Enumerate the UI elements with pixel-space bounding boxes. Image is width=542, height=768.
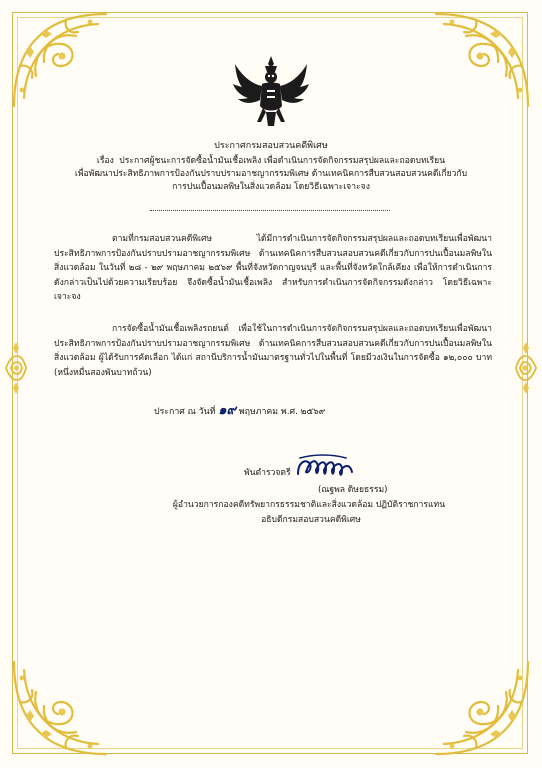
- corner-ornament-icon: [6, 6, 126, 126]
- signer-title-line-2: อธิบดีกรมสอบสวนคดีพิเศษ: [261, 515, 361, 525]
- signature-icon: [292, 452, 362, 482]
- subject-line-2: เพื่อพัฒนาประสิทธิภาพการป้องกันปราบปรามอาชญากรรมพิเศษ ด้านเทคนิคการสืบสวนสอบสวนคดีเกี่ยวกับ: [74, 169, 468, 179]
- body-paragraph-2: [54, 322, 492, 380]
- corner-ornament-icon: [6, 642, 126, 762]
- subject-text: ประกาศผู้ชนะการจัดซื้อน้ำมันเชื้อเพลิง เพื่อดำเนินการจัดกิจกรรมสรุปผลและถอดบทเรียน: [119, 156, 446, 166]
- corner-ornament-icon: [416, 6, 536, 126]
- date-prefix: ประกาศ ณ วันที่: [154, 407, 216, 417]
- subject-line-1: [52, 155, 490, 168]
- signer-title-line-1: ผู้อำนวยการกองคดีทรัพยากรธรรมชาติและสิ่งแวดล้อม ปฏิบัติราชการแทน: [172, 500, 446, 510]
- signer-title-block: [0, 498, 542, 528]
- body-paragraph-1: [54, 232, 492, 305]
- side-ornament-icon: [2, 338, 30, 398]
- garuda-emblem-icon: [232, 54, 310, 130]
- paragraph-text: การจัดซื้อน้ำมันเชื้อเพลิงรถยนต์ เพื่อใช้ในการดำเนินการจัดกิจกรรมสรุปผลและถอดบทเรียนเพื่อพัฒนาประสิทธิภาพการป้องกันปราบปรามอาชญากรรมพิเศษ ด้านเทคนิคการสืบสวนสอบสวนคดีเกี่ยวกับการปนเปื้อนมลพิษในสิ่งแวดล้อม ผู้ได้รับการคัดเลือก ได้แก่ สถานีบริการน้ำมันมาตรฐานทั่วไปในพื้นที่ โดยมีวงเงินในการจัดซื้อ ๑๒,๐๐๐ บาท (หนึ่งหมื่นสองพันบาทถ้วน): [54, 324, 492, 378]
- page-title: ประกาศกรมสอบสวนคดีพิเศษ: [214, 141, 328, 151]
- date-day-handwritten: ๑๙: [218, 403, 236, 418]
- subject-line-3: การปนเปื้อนมลพิษในสิ่งแวดล้อม โดยวิธีเฉพาะเจาะจง: [172, 182, 370, 192]
- dotted-divider: [150, 210, 390, 211]
- corner-ornament-icon: [416, 642, 536, 762]
- signer-name: (ณฐพล ดิษยธรรม): [318, 485, 388, 495]
- date-suffix: พฤษภาคม พ.ศ. ๒๕๖๙: [238, 407, 326, 417]
- subject-block: [52, 155, 490, 194]
- signer-rank: พันตำรวจตรี: [244, 468, 291, 478]
- side-ornament-icon: [512, 338, 540, 398]
- announcement-date: [154, 404, 325, 419]
- paragraph-text: ตามที่กรมสอบสวนคดีพิเศษ ได้มีการดำเนินการจัดกิจกรรมสรุปผลและถอดบทเรียนเพื่อพัฒนาประสิทธิภาพการป้องกันปราบปรามอาชญากรรมพิเศษ ด้านเทคนิคการสืบสวนสอบสวนคดีเกี่ยวกับการปนเปื้อนมลพิษในสิ่งแวดล้อม ในวันที่ ๒๘ - ๒๙ พฤษภาคม ๒๕๖๙ พื้นที่จังหวัดกาญจนบุรี และพื้นที่จังหวัดใกล้เคียง เพื่อให้การดำเนินการดังกล่าวเป็นไปด้วยความเรียบร้อย จึงจัดซื้อน้ำมันเชื้อเพลิง สำหรับการดำเนินการจัดกิจกรรมดังกล่าว โดยวิธีเฉพาะเจาะจง: [54, 234, 492, 302]
- subject-label: เรื่อง: [96, 156, 114, 166]
